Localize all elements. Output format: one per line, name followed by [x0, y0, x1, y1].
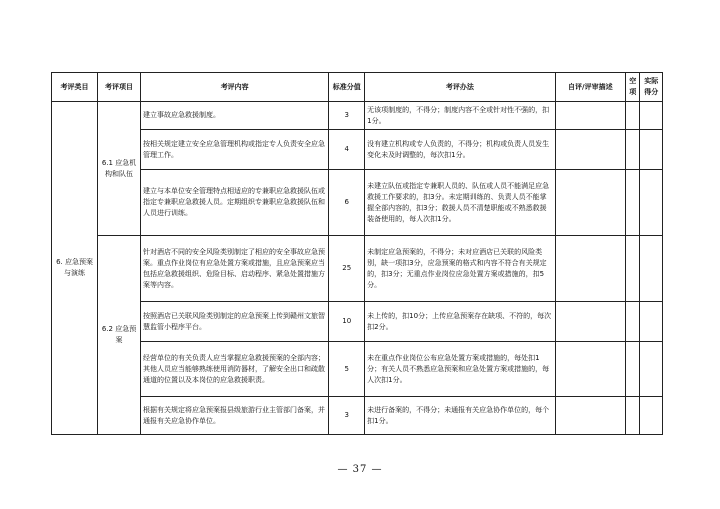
empty-cell	[626, 342, 640, 397]
score-cell: 4	[329, 130, 365, 170]
category-cell: 6. 应急预案与演练	[52, 102, 98, 435]
actual-score-cell	[640, 170, 663, 236]
header-score: 标准分值	[329, 73, 365, 102]
item-cell-6-2: 6.2 应急预案	[98, 236, 141, 435]
self-eval-cell	[555, 130, 626, 170]
header-row	[52, 73, 663, 102]
score-cell: 5	[329, 342, 365, 397]
empty-cell	[626, 236, 640, 302]
score-cell: 3	[329, 397, 365, 435]
empty-cell	[626, 170, 640, 236]
content-cell: 建立与本单位安全管理特点相适应的专兼职应急救援队伍或指定专兼职应急救援人员。定期组织专兼职应急救援队伍和人员进行训练。	[141, 170, 329, 236]
actual-score-cell	[640, 102, 663, 130]
item-cell-6-1: 6.1 应急机构和队伍	[98, 102, 141, 236]
table-row	[52, 130, 663, 170]
content-cell: 建立事故应急救援制度。	[141, 102, 329, 130]
method-cell: 未制定应急预案的，不得分；未对应酒店已关联的风险类别，缺一项扣3分，应急预案的格式和内容不符合有关规定的，扣3分；无重点作业岗位应急处置方案或措施的，扣5分。	[365, 236, 555, 302]
empty-cell	[626, 102, 640, 130]
table-row	[52, 397, 663, 435]
score-cell: 6	[329, 170, 365, 236]
actual-score-cell	[640, 397, 663, 435]
method-cell: 未在重点作业岗位公布应急处置方案或措施的，每处扣1分；有关人员不熟悉应急预案和应急处置方案或措施的，每人次扣1分。	[365, 342, 555, 397]
content-cell: 针对酒店不同的安全风险类别制定了相应的安全事故应急预案。重点作业岗位有应急处置方案或措施，且应急预案应当包括应急救援组织、危险目标、启动程序、紧急处置措施方案等内容。	[141, 236, 329, 302]
header-empty: 空项	[626, 73, 640, 102]
actual-score-cell	[640, 130, 663, 170]
score-cell: 10	[329, 302, 365, 342]
method-cell: 未建立队伍或指定专兼职人员的、队伍或人员不能满足应急救援工作要求的，扣3分。未定期训练的、负责人员不能掌握全部内容的，扣3分；救援人员不清楚职能或不熟悉救援装备使用的，每人次扣1分。	[365, 170, 555, 236]
header-method: 考评办法	[365, 73, 555, 102]
method-cell: 未上传的，扣10分；上传应急预案存在缺项、不符的，每次扣2分。	[365, 302, 555, 342]
header-actual-score: 实际得分	[640, 73, 663, 102]
actual-score-cell	[640, 302, 663, 342]
header-category: 考评类目	[52, 73, 98, 102]
self-eval-cell	[555, 302, 626, 342]
self-eval-cell	[555, 236, 626, 302]
score-cell: 25	[329, 236, 365, 302]
score-cell: 3	[329, 102, 365, 130]
method-cell: 没有建立机构或专人负责的，不得分；机构或负责人员发生变化未及时调整的，每次扣1分。	[365, 130, 555, 170]
page-number: — 37 —	[337, 464, 383, 475]
actual-score-cell	[640, 236, 663, 302]
empty-cell	[626, 302, 640, 342]
header-item: 考评项目	[98, 73, 141, 102]
table-row	[52, 302, 663, 342]
method-cell: 未进行备案的，不得分；未通报有关应急协作单位的，每个扣1分。	[365, 397, 555, 435]
content-cell: 按照酒店已关联风险类别制定的应急预案上传到赣州文旅智慧监管小程序平台。	[141, 302, 329, 342]
self-eval-cell	[555, 397, 626, 435]
content-cell: 根据有关规定将应急预案报县级旅游行业主管部门备案，并通报有关应急协作单位。	[141, 397, 329, 435]
table-row	[52, 170, 663, 236]
header-self-eval: 自评/评审描述	[555, 73, 626, 102]
content-cell: 按相关规定建立安全应急管理机构或指定专人负责安全应急管理工作。	[141, 130, 329, 170]
header-content: 考评内容	[141, 73, 329, 102]
empty-cell	[626, 130, 640, 170]
actual-score-cell	[640, 342, 663, 397]
table-row	[52, 236, 663, 302]
self-eval-cell	[555, 342, 626, 397]
table-row	[52, 342, 663, 397]
content-cell: 经营单位的有关负责人应当掌握应急救援预案的全部内容；其他人员应当能够熟练使用消防器材，了解安全出口和疏散通道的位置以及本岗位的应急救援职责。	[141, 342, 329, 397]
method-cell: 无该项制度的，不得分；制度内容不全或针对性不强的，扣1分。	[365, 102, 555, 130]
table-row	[52, 102, 663, 130]
evaluation-table	[51, 72, 663, 435]
empty-cell	[626, 397, 640, 435]
self-eval-cell	[555, 102, 626, 130]
self-eval-cell	[555, 170, 626, 236]
